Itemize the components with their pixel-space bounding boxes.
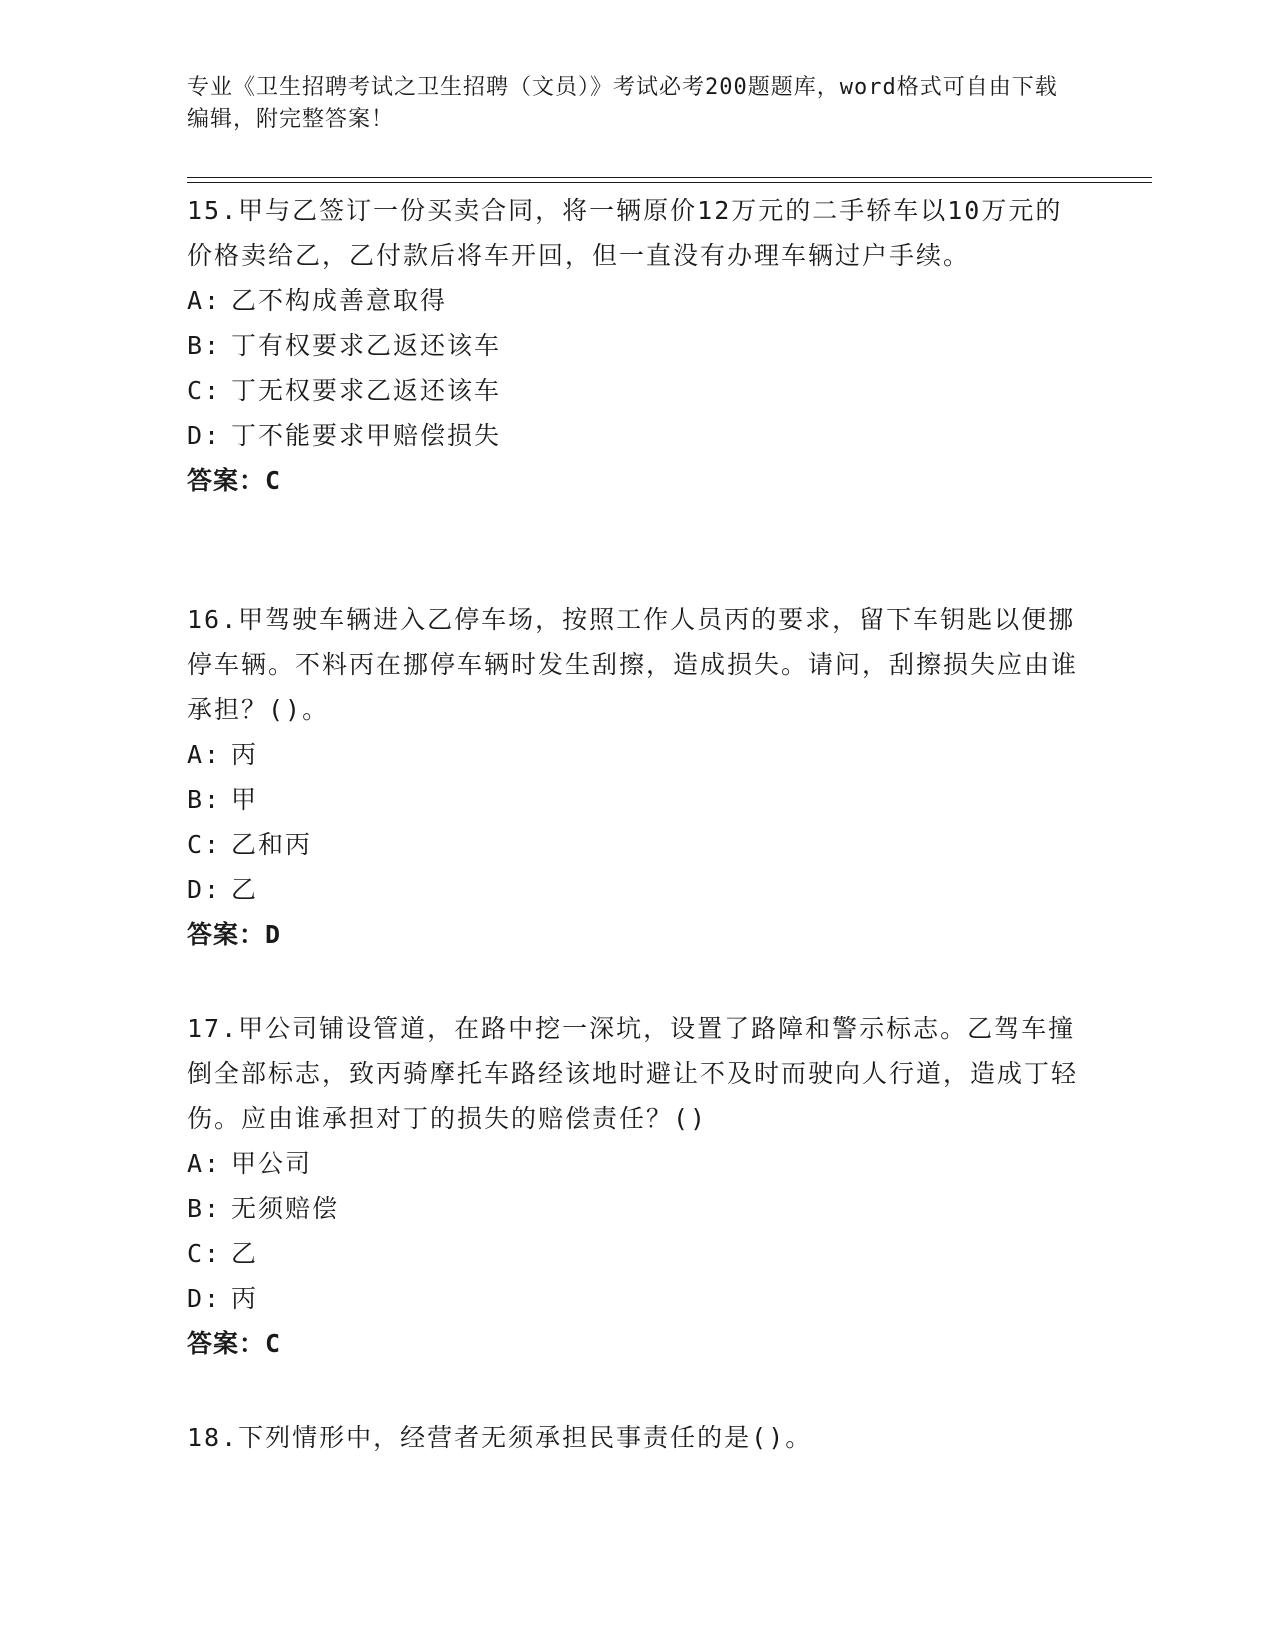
answer-value: C [265, 466, 282, 495]
option-text: 丁不能要求甲赔偿损失 [231, 421, 502, 450]
option-d [187, 413, 1087, 458]
option-letter: B: [187, 785, 222, 814]
option-a [187, 278, 1087, 323]
question-16 [187, 597, 1087, 957]
option-letter: C: [187, 830, 222, 859]
answer-value: C [265, 1329, 282, 1358]
option-b [187, 1186, 1087, 1231]
option-letter: B: [187, 1194, 222, 1223]
option-letter: C: [187, 376, 222, 405]
option-letter: C: [187, 1239, 222, 1268]
document-header: 专业《卫生招聘考试之卫生招聘（文员）》考试必考200题题库，word格式可自由下载编辑，附完整答案！ [187, 75, 1058, 132]
answer-value: D [265, 920, 282, 949]
header-divider-bottom [187, 182, 1152, 183]
option-text: 乙和丙 [231, 830, 313, 859]
answer-line [187, 912, 1087, 957]
option-letter: D: [187, 421, 222, 450]
question-stem: 18.下列情形中，经营者无须承担民事责任的是()。 [187, 1423, 813, 1452]
option-text: 丁无权要求乙返还该车 [231, 376, 502, 405]
option-a [187, 1141, 1087, 1186]
option-c [187, 822, 1087, 867]
answer-line [187, 1321, 1087, 1366]
header-divider-top [187, 177, 1152, 178]
option-letter: D: [187, 875, 222, 904]
option-text: 无须赔偿 [231, 1194, 340, 1223]
option-text: 丁有权要求乙返还该车 [231, 331, 502, 360]
question-18 [187, 1415, 1087, 1460]
question-17 [187, 1006, 1087, 1366]
option-c [187, 368, 1087, 413]
option-text: 甲公司 [231, 1149, 313, 1178]
option-letter: A: [187, 740, 222, 769]
option-b [187, 323, 1087, 368]
option-letter: A: [187, 1149, 222, 1178]
question-stem: 17.甲公司铺设管道，在路中挖一深坑，设置了路障和警示标志。乙驾车撞倒全部标志，致丙骑摩托车路经该地时避让不及时而驶向人行道，造成丁轻伤。应由谁承担对丁的损失的赔偿责任？() [187, 1014, 1079, 1133]
option-c [187, 1231, 1087, 1276]
answer-label: 答案： [187, 920, 266, 949]
option-letter: B: [187, 331, 222, 360]
option-text: 乙不构成善意取得 [231, 286, 448, 315]
option-text: 丙 [231, 1284, 259, 1313]
question-stem: 16.甲驾驶车辆进入乙停车场，按照工作人员丙的要求，留下车钥匙以便挪停车辆。不料丙在挪停车辆时发生刮擦，造成损失。请问，刮擦损失应由谁承担？()。 [187, 605, 1079, 724]
option-b [187, 777, 1087, 822]
option-d [187, 867, 1087, 912]
option-letter: D: [187, 1284, 222, 1313]
option-text: 乙 [231, 875, 259, 904]
option-text: 丙 [231, 740, 259, 769]
option-text: 乙 [231, 1239, 259, 1268]
option-text: 甲 [231, 785, 259, 814]
question-15 [187, 188, 1087, 503]
question-stem: 15.甲与乙签订一份买卖合同，将一辆原价12万元的二手轿车以10万元的价格卖给乙，乙付款后将车开回，但一直没有办理车辆过户手续。 [187, 196, 1063, 270]
option-d [187, 1276, 1087, 1321]
answer-label: 答案： [187, 1329, 266, 1358]
answer-label: 答案： [187, 466, 266, 495]
option-a [187, 732, 1087, 777]
answer-line [187, 458, 1087, 503]
option-letter: A: [187, 286, 222, 315]
